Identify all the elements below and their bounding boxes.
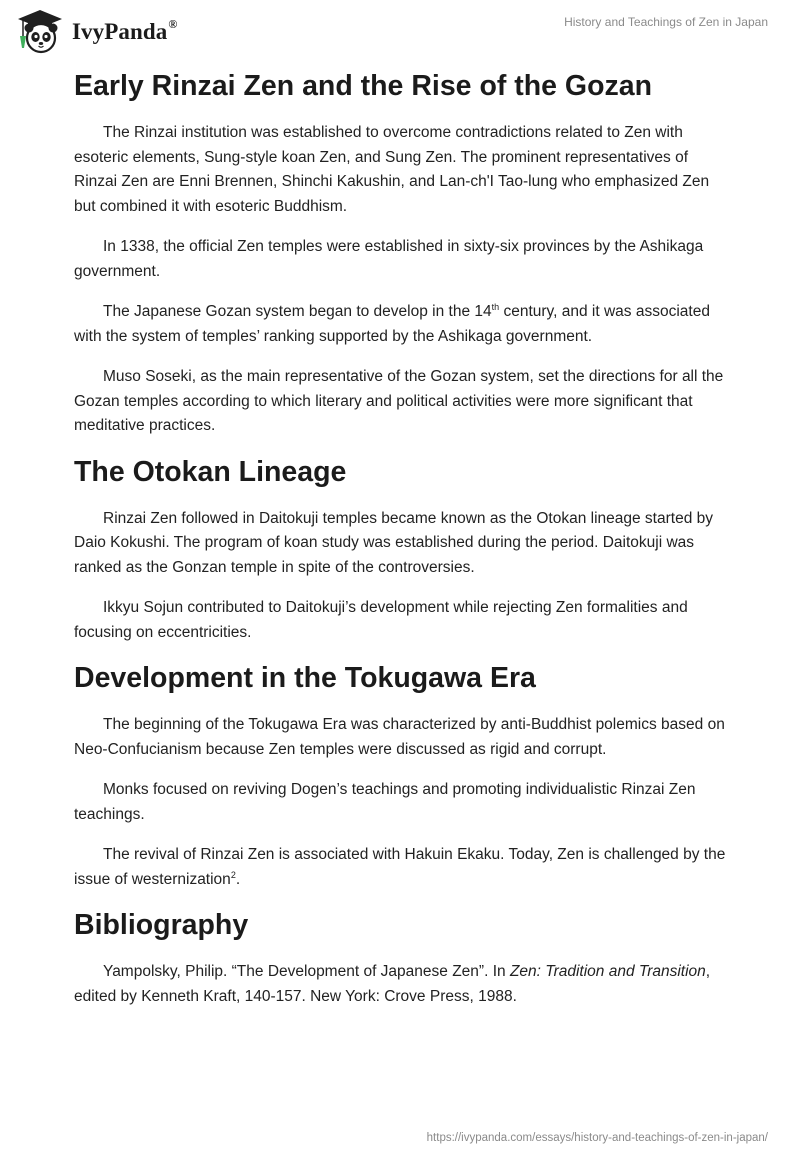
superscript: th [491, 301, 500, 312]
running-title: History and Teachings of Zen in Japan [564, 15, 768, 29]
panda-graduate-icon [15, 8, 65, 54]
paragraph: Ikkyu Sojun contributed to Daitokuji’s development while rejecting Zen formalities and focusing on eccentricities. [74, 599, 688, 641]
section-bibliography [74, 907, 734, 1009]
brand-name: IvyPanda® [72, 17, 178, 44]
footnote-reference[interactable]: 2 [230, 869, 236, 880]
bibliography-entry: Yampolsky, Philip. “The Development of Japanese Zen”. In Zen: Tradition and Transition, edited by Kenneth Kraft, 140-157. New York: Crove Press, 1988. [74, 963, 711, 1005]
section-heading: Development in the Tokugawa Era [74, 662, 536, 695]
source-url[interactable]: https://ivypanda.com/essays/history-and-teachings-of-zen-in-japan/ [426, 1132, 768, 1144]
section-tokugawa-era [74, 660, 734, 892]
section-otokan-lineage [74, 454, 734, 646]
paragraph: The beginning of the Tokugawa Era was characterized by anti-Buddhist polemics based on Neo-Confucianism because Zen temples were discussed as rigid and corrupt. [74, 716, 725, 758]
section-heading: Bibliography [74, 909, 249, 942]
paragraph: Muso Soseki, as the main representative of the Gozan system, set the directions for all the Gozan temples according to which literary and political activities were more significant that meditative practices. [74, 368, 724, 435]
paragraph: The Japanese Gozan system began to develop in the 14th century, and it was associated with the system of temples’ ranking supported by the Ashikaga government. [74, 301, 710, 345]
section-heading: The Otokan Lineage [74, 455, 347, 488]
paragraph: The Rinzai institution was established to overcome contradictions related to Zen with esoteric elements, Sung-style koan Zen, and Sung Zen. The prominent representatives of Rinzai Zen are Enni Brennen, Shinchi Kakushin, and Lan-ch'I Tao-lung who emphasized Zen but combined it with esoteric Buddhism. [74, 124, 710, 215]
paragraph: In 1338, the official Zen temples were established in sixty-six provinces by the Ashikaga government. [74, 238, 704, 280]
section-early-rinzai [74, 68, 734, 439]
paragraph: The revival of Rinzai Zen is associated with Hakuin Ekaku. Today, Zen is challenged by the issue of westernization$^2$. [74, 846, 726, 888]
section-heading: Early Rinzai Zen and the Rise of the Gozan [74, 70, 653, 102]
page-header [0, 0, 800, 62]
paragraph: Monks focused on reviving Dogen’s teachings and promoting individualistic Rinzai Zen teachings. [74, 781, 696, 823]
document-body [74, 68, 734, 1009]
paragraph: Rinzai Zen followed in Daitokuji temples became known as the Otokan lineage started by Daio Kokushi. The program of koan study was established during the period. Daitokuji was ranked as the Gonzan temple in spite of the controversies. [74, 509, 713, 576]
brand-logo[interactable] [15, 8, 177, 54]
